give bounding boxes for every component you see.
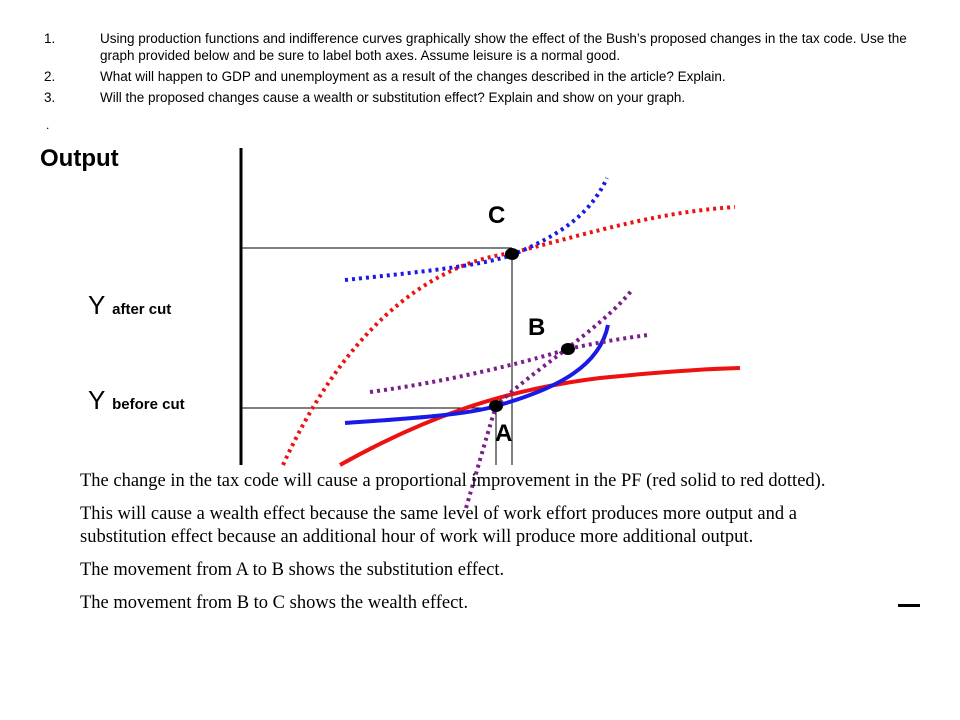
question-number: 3. <box>44 90 56 105</box>
point-a-label: A <box>495 420 513 447</box>
y-after-main: Y <box>88 290 105 320</box>
question-text: Will the proposed changes cause a wealth or substitution effect? Explain and show on your graph. <box>100 90 686 105</box>
y-after-cut-label <box>88 290 171 321</box>
explanation-paragraph-2: This will cause a wealth effect because the same level of work effort produces more output and a substitution effect because an additional hour of work will produce more additional output. <box>80 504 797 547</box>
point-b-label: B <box>528 314 546 341</box>
indifference-curve-c <box>345 178 607 280</box>
y-before-sub: before cut <box>112 396 185 413</box>
y-before-cut-label <box>88 385 185 416</box>
explanation-paragraph-1: The change in the tax code will cause a proportional improvement in the PF (red solid to red dotted). <box>80 471 826 491</box>
indifference-curve-b <box>370 335 648 392</box>
question-number: 2. <box>44 69 56 84</box>
explanation-paragraph-4: The movement from B to C shows the wealth effect. <box>80 593 469 613</box>
point-b-marker <box>561 343 575 355</box>
explanation-text <box>80 470 880 625</box>
point-a-marker <box>489 400 503 412</box>
question-text: Using production functions and indifference curves graphically show the effect of the Bush’s proposed changes in the tax code. Use the graph provided below and be sure to label both axes. Assume leisure is a normal good. <box>100 31 907 63</box>
point-c-label: C <box>488 202 506 229</box>
y-after-sub: after cut <box>112 301 172 318</box>
question-number: 1. <box>44 31 56 46</box>
slide-dash-mark <box>898 604 920 607</box>
point-c-marker <box>505 248 519 260</box>
production-function-before <box>340 368 740 465</box>
question-text: What will happen to GDP and unemployment as a result of the changes described in the article? Explain. <box>100 69 726 84</box>
y-before-main: Y <box>88 385 105 415</box>
explanation-paragraph-3: The movement from A to B shows the substitution effect. <box>80 560 505 580</box>
empty-bullet: . <box>46 118 50 132</box>
y-axis-title: Output <box>40 145 119 172</box>
